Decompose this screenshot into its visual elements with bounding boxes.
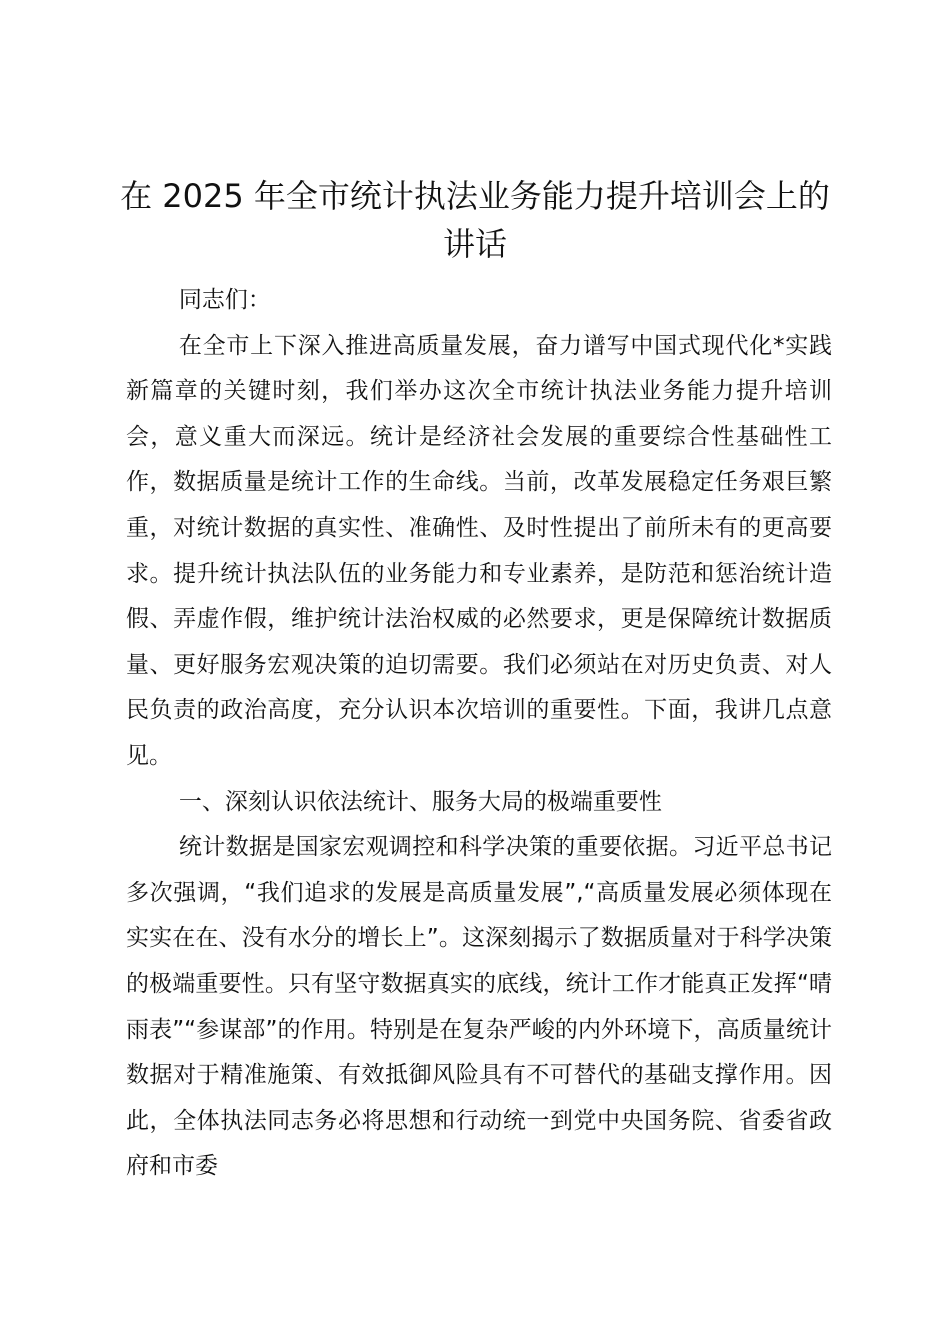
body-paragraph-intro: 在全市上下深入推进高质量发展，奋力谱写中国式现代化*实践新篇章的关键时刻，我们举办这次全市统计执法业务能力提升培训会，意义重大而深远。统计是经济社会发展的重要综合性基础性工作，数据质量是统计工作的生命线。当前，改革发展稳定任务艰巨繁重，对统计数据的真实性、准确性、及时性提出了前所未有的更高要求。提升统计执法队伍的业务能力和专业素养，是防范和惩治统计造假、弄虚作假，维护统计法治权威的必然要求，更是保障统计数据质量、更好服务宏观决策的迫切需要。我们必须站在对历史负责、对人民负责的政治高度，充分认识本次培训的重要性。下面，我讲几点意见。 — [126, 332, 832, 769]
section-heading: 一、深刻认识依法统计、服务大局的极端重要性 — [178, 788, 662, 815]
body-paragraph-section-one: 统计数据是国家宏观调控和科学决策的重要依据。习近平总书记多次强调，“我们追求的发展是高质量发展”,“高质量发展必须体现在实实在在、没有水分的增长上”。这深刻揭示了数据质量对于科学决策的极端重要性。只有坚守数据真实的底线，统计工作才能真正发挥“晴雨表”“参谋部”的作用。特别是在复杂严峻的内外环境下，高质量统计数据对于精准施策、有效抵御风险具有不可替代的基础支撑作用。因此，全体执法同志务必将思想和行动统一到党中央国务院、省委省政府和市委 — [126, 834, 832, 1180]
salutation: 同志们： — [178, 287, 271, 313]
document-body — [126, 278, 832, 1190]
document-title: 在 2025 年全市统计执法业务能力提升培训会上的讲话 — [120, 177, 830, 263]
